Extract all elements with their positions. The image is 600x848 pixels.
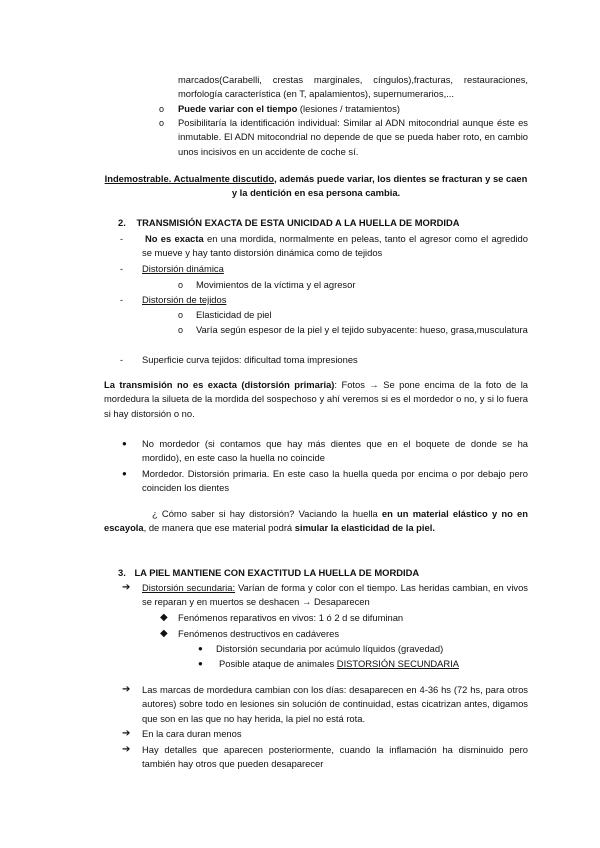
question-bold-1: en un material elástico y no en escayola [104, 508, 528, 534]
dash-item-no-exacta [142, 232, 528, 261]
circle-bullet-icon: o [159, 104, 165, 114]
arrow-bullet-icon: ➔ [122, 582, 131, 593]
arrow-item-distorsion-secundaria [142, 581, 528, 610]
dash-bullet-icon: - [120, 355, 123, 365]
transmision-paragraph [104, 378, 528, 421]
dash-item-distorsion-dinamica: Distorsión dinámica [142, 263, 224, 274]
arrow-item-detalles: Hay detalles que aparecen posteriormente, cuando la inflamación ha disminuido pero también hay otros que pueden desaparecer [142, 744, 528, 770]
dash-bold: No es exacta [145, 233, 204, 244]
question-bold-2: simular la elasticidad de la piel. [294, 522, 435, 534]
question-paragraph [104, 507, 528, 536]
dash-item-superficie: Superficie curva tejidos: dificultad toma impresiones [142, 354, 358, 365]
indemostrable-paragraph [104, 172, 528, 201]
arrow-item-cara: En la cara duran menos [142, 728, 242, 739]
transmision-text: : Fotos → Se pone encima de la foto de la mordedura la silueta de la mordida del sospechoso y ahí veremos si es el mordedor o no, y si lo fuera si hay distorsión o no. [104, 379, 528, 419]
dash-bullet-icon: - [120, 234, 123, 244]
section-2-heading [118, 216, 538, 230]
indemostrable-rest: , además puede variar, los dientes se fracturan y se caen y la dentición en esa persona cambia. [231, 173, 528, 199]
black-dot-icon: ● [198, 644, 203, 653]
item-text: (lesiones / tratamientos) [297, 103, 400, 114]
sub-item-espesor: Varía según espesor de la piel y el tejido subyacente: hueso, grasa,musculatura [196, 324, 528, 335]
circle-bullet-icon: o [178, 310, 184, 320]
diamond-item-destructivos: Fenómenos destructivos en cadáveres [178, 628, 340, 639]
arrow-bullet-icon: ➔ [122, 728, 131, 739]
bullet-no-mordedor: No mordedor (si contamos que hay más dientes que en el boquete de donde se ha mordido), en este caso la huella no coincide [142, 438, 528, 464]
item-bold: Puede variar con el tiempo [178, 103, 298, 114]
black-dot-icon: ● [198, 659, 203, 668]
dash-bullet-icon: - [120, 264, 123, 274]
circle-bullet-icon: o [159, 118, 165, 128]
section-number: 2. [118, 217, 126, 228]
dash-bullet-icon: - [120, 295, 123, 305]
sub-item-movimientos: Movimientos de la víctima y el agresor [196, 279, 356, 290]
dot-item-acumulo: Distorsión secundaria por acúmulo líquidos (gravedad) [216, 643, 444, 654]
diamond-bullet-icon: ◆ [160, 612, 168, 623]
diamond-bullet-icon: ◆ [160, 628, 168, 639]
dash-item-distorsion-tejidos: Distorsión de tejidos [142, 294, 227, 305]
circle-bullet-icon: o [178, 325, 184, 335]
sub-item-elasticidad: Elasticidad de piel [196, 309, 272, 320]
section-title: LA PIEL MANTIENE CON EXACTITUD LA HUELLA DE MORDIDA [134, 567, 420, 578]
bullet-mordedor: Mordedor. Distorsión primaria. En este caso la huella queda por encima o por debajo pero coinciden los dientes [142, 468, 528, 494]
diamond-item-reparativos: Fenómenos reparativos en vivos: 1 ó 2 d se difuminan [178, 612, 404, 623]
indemostrable-underlined: Indemostrable. Actualmente discutido [104, 173, 275, 184]
continuation-line-1: marcados(Carabelli, crestas marginales, cíngulos),fracturas, restauraciones, [178, 74, 528, 85]
arrow-underlined: Distorsión secundaria: [142, 582, 236, 593]
transmision-bold: La transmisión no es exacta (distorsión primaria) [104, 379, 335, 390]
arrow-bullet-icon: ➔ [122, 744, 131, 755]
section-number: 3. [118, 567, 126, 578]
continuation-paragraph [178, 73, 528, 102]
black-dot-icon: ● [122, 469, 127, 478]
section-3-heading [118, 566, 538, 580]
dot-underlined: DISTORSIÓN SECUNDARIA [336, 658, 460, 669]
list-item-identificacion: Posibilitaría la identificación individual: Similar al ADN mitocondrial aunque éste es inmutable. El ADN mitocondrial no depende de que se pueda haber roto, en cambio unos incisivos en un accidente de coche sí. [178, 117, 528, 157]
continuation-line-2: morfología característica (en T, apalamientos), supernumerarios,... [178, 88, 454, 100]
list-item-variar [178, 102, 528, 116]
black-dot-icon: ● [122, 439, 127, 448]
dot-text: Posible ataque de animales [219, 658, 337, 669]
circle-bullet-icon: o [178, 280, 184, 290]
section-title: TRANSMISIÓN EXACTA DE ESTA UNICIDAD A LA HUELLA DE MORDIDA [136, 217, 460, 228]
arrow-text: Varían de forma y color con el tiempo. Las heridas cambian, en vivos se reparan y en muertos se deshacen → Desaparecen [142, 582, 528, 608]
dash-text: en una mordida, normalmente en peleas, tanto el agresor como el agredido se mueve y hay tanto distorsión dinámica como de tejidos [142, 233, 528, 259]
question-text-2: , de manera que ese material podrá [143, 522, 295, 534]
dot-item-ataque [219, 657, 459, 671]
arrow-bullet-icon: ➔ [122, 684, 131, 695]
question-text-1: ¿ Cómo saber si hay distorsión? Vaciando la huella [152, 508, 382, 519]
arrow-item-marcas: Las marcas de mordedura cambian con los días: desaparecen en 4-36 hs (72 hs, para otros autores) sobre todo en lesiones sin solución de continuidad, estas cicatrizan antes, digamos que son en las que no hay herida, la piel no está rota. [142, 684, 528, 724]
